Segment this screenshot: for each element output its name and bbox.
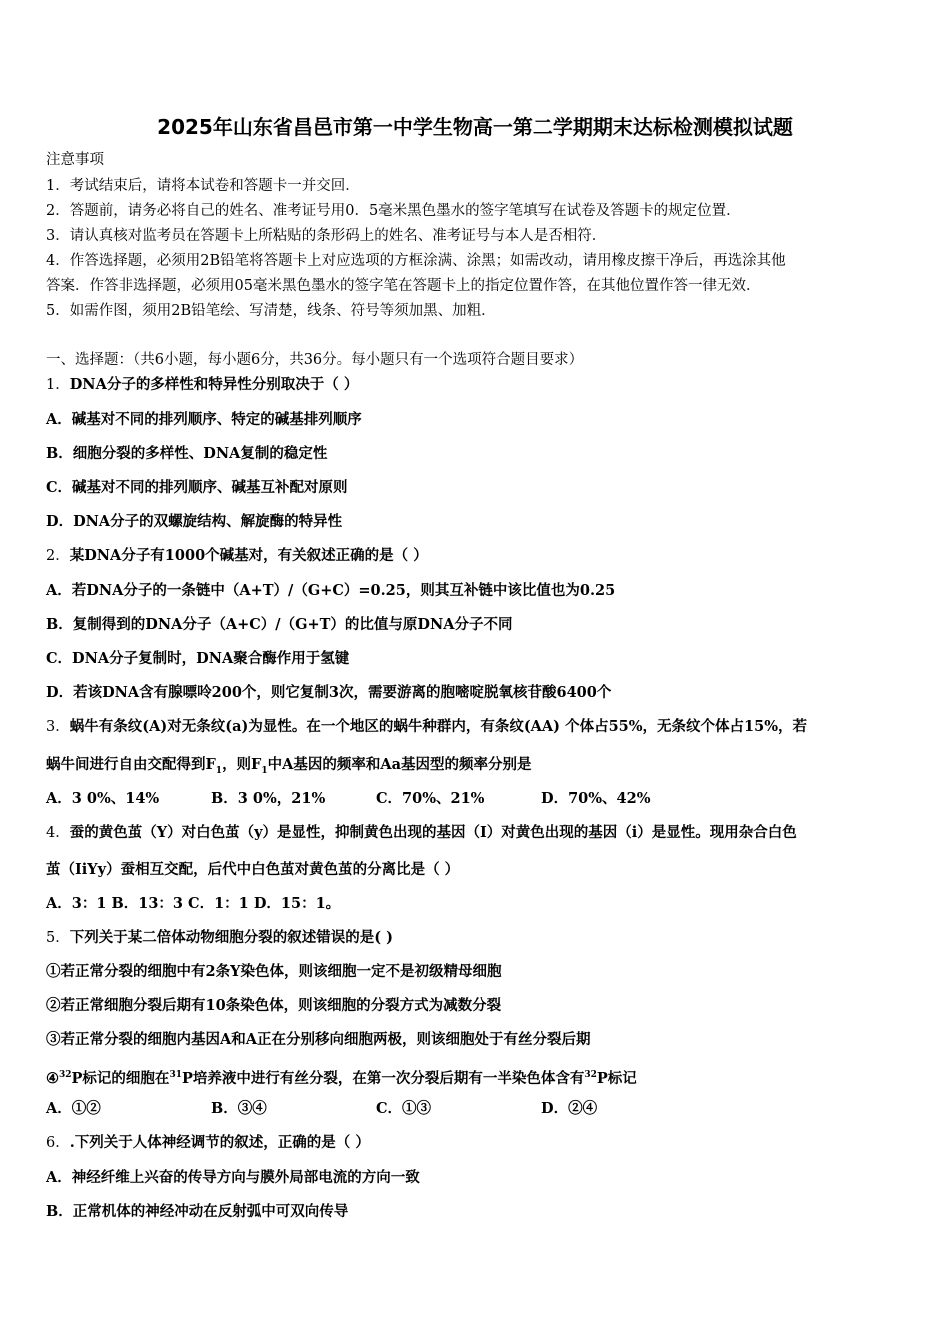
- q3-option-c: C．70%、21%: [376, 790, 485, 807]
- subscript: 1: [261, 765, 268, 776]
- question-stem: 蚕的黄色茧（Y）对白色茧（y）是显性，抑制黄色出现的基因（I）对黄色出现的基因（i）是显性。现用杂合白色: [69, 824, 797, 841]
- question-3-line2: [46, 755, 532, 781]
- question-3: [46, 717, 807, 737]
- stem-part: 中A基因的频率和Aa基因型的频率分别是: [267, 756, 532, 773]
- q1-option-b: B．细胞分裂的多样性、DNA复制的稳定性: [46, 445, 328, 462]
- q5-statement-2: ②若正常细胞分裂后期有10条染色体，则该细胞的分裂方式为减数分裂: [46, 997, 502, 1014]
- stem-part: P培养液中进行有丝分裂，在第一次分裂后期有一半染色体含有: [181, 1070, 585, 1087]
- question-number: 3．: [46, 719, 70, 735]
- question-2: [46, 546, 428, 566]
- q2-option-c: C．DNA分子复制时，DNA聚合酶作用于氢键: [46, 650, 350, 667]
- q5-option-a: A．①②: [46, 1100, 101, 1117]
- question-4: [46, 823, 797, 843]
- note-item: 1．考试结束后，请将本试卷和答题卡一并交回．: [46, 178, 360, 194]
- note-item: 2．答题前，请务必将自己的姓名、准考证号用0．5毫米黑色墨水的签字笔填写在试卷及答题卡的规定位置．: [46, 203, 741, 219]
- question-number: 5．: [46, 930, 70, 946]
- subscript: 1: [215, 765, 223, 776]
- question-5: [46, 928, 393, 948]
- q1-option-c: C．碱基对不同的排列顺序、碱基互补配对原则: [46, 479, 348, 496]
- question-number: 4．: [46, 825, 70, 841]
- q1-option-d: D．DNA分子的双螺旋结构、解旋酶的特异性: [46, 513, 343, 530]
- q3-option-b: B．3 0%，21%: [211, 790, 326, 807]
- q3-option-d: D．70%、42%: [541, 790, 651, 807]
- question-stem: 下列关于某二倍体动物细胞分裂的叙述错误的是( ): [69, 929, 394, 946]
- stem-part: 蜗牛间进行自由交配得到F: [46, 756, 216, 773]
- question-stem: DNA分子的多样性和特异性分别取决于（ ）: [69, 376, 359, 393]
- q3-option-a: A．3 0%、14%: [46, 790, 160, 807]
- stem-part: ④: [46, 1070, 59, 1087]
- note-item: 3．请认真核对监考员在答题卡上所粘贴的条形码上的姓名、准考证号与本人是否相符．: [46, 228, 607, 244]
- question-number: 1．: [46, 377, 70, 393]
- question-stem: .下列关于人体神经调节的叙述，正确的是（ ）: [69, 1134, 370, 1151]
- superscript: 32: [59, 1070, 72, 1080]
- superscript: 32: [584, 1070, 597, 1080]
- q1-option-a: A．碱基对不同的排列顺序、特定的碱基排列顺序: [46, 411, 362, 428]
- question-6: [46, 1133, 370, 1153]
- q5-statement-4: [46, 1065, 637, 1089]
- q6-option-a: A．神经纤维上兴奋的传导方向与膜外局部电流的方向一致: [46, 1169, 420, 1186]
- q6-option-b: B．正常机体的神经冲动在反射弧中可双向传导: [46, 1203, 349, 1220]
- q5-statement-3: ③若正常分裂的细胞内基因A和A正在分别移向细胞两极，则该细胞处于有丝分裂后期: [46, 1031, 591, 1048]
- note-item: 5．如需作图，须用2B铅笔绘、写清楚，线条、符号等须加黑、加粗．: [46, 303, 496, 319]
- question-number: 6．: [46, 1135, 70, 1151]
- q2-option-b: B．复制得到的DNA分子（A+C）/（G+T）的比值与原DNA分子不同: [46, 616, 513, 633]
- question-1: [46, 375, 358, 395]
- q2-option-d: D．若该DNA含有腺嘌呤200个，则它复制3次，需要游离的胞嘧啶脱氧核苷酸6400个: [46, 684, 612, 701]
- q5-option-b: B．③④: [211, 1100, 267, 1117]
- question-stem: 某DNA分子有1000个碱基对，有关叙述正确的是（ ）: [69, 547, 428, 564]
- note-item: 答案．作答非选择题，必须用05毫米黑色墨水的签字笔在答题卡上的指定位置作答，在其他位置作答一律无效．: [46, 278, 761, 294]
- stem-part: P标记: [596, 1070, 637, 1087]
- q5-option-c: C．①③: [376, 1100, 432, 1117]
- stem-part: ，则F: [222, 756, 262, 773]
- question-4-line2: 茧（IiYy）蚕相互交配，后代中白色茧对黄色茧的分离比是（ ）: [46, 861, 460, 878]
- question-number: 2．: [46, 548, 70, 564]
- exam-title: 2025年山东省昌邑市第一中学生物高一第二学期期末达标检测模拟试题: [157, 115, 793, 139]
- note-item: 4．作答选择题，必须用2B铅笔将答题卡上对应选项的方框涂满、涂黑；如需改动，请用橡皮擦干净后，再选涂其他: [46, 253, 786, 269]
- section-heading: 一、选择题：（共6小题，每小题6分，共36分。每小题只有一个选项符合题目要求）: [46, 352, 584, 368]
- stem-part: P标记的细胞在: [71, 1070, 170, 1087]
- q2-option-a: A．若DNA分子的一条链中（A+T）/（G+C）=0.25，则其互补链中该比值也为0.25: [46, 582, 616, 599]
- q4-options: A．3：1 B．13：3 C．1：1 D．15：1。: [46, 895, 341, 912]
- superscript: 31: [169, 1070, 182, 1080]
- question-stem: 蜗牛有条纹(A)对无条纹(a)为显性。在一个地区的蜗牛种群内，有条纹(AA) 个体占55%，无条纹个体占15%，若: [69, 718, 808, 735]
- notes-heading: 注意事项: [46, 152, 104, 168]
- q5-option-d: D．②④: [541, 1100, 598, 1117]
- q5-statement-1: ①若正常分裂的细胞中有2条Y染色体，则该细胞一定不是初级精母细胞: [46, 963, 502, 980]
